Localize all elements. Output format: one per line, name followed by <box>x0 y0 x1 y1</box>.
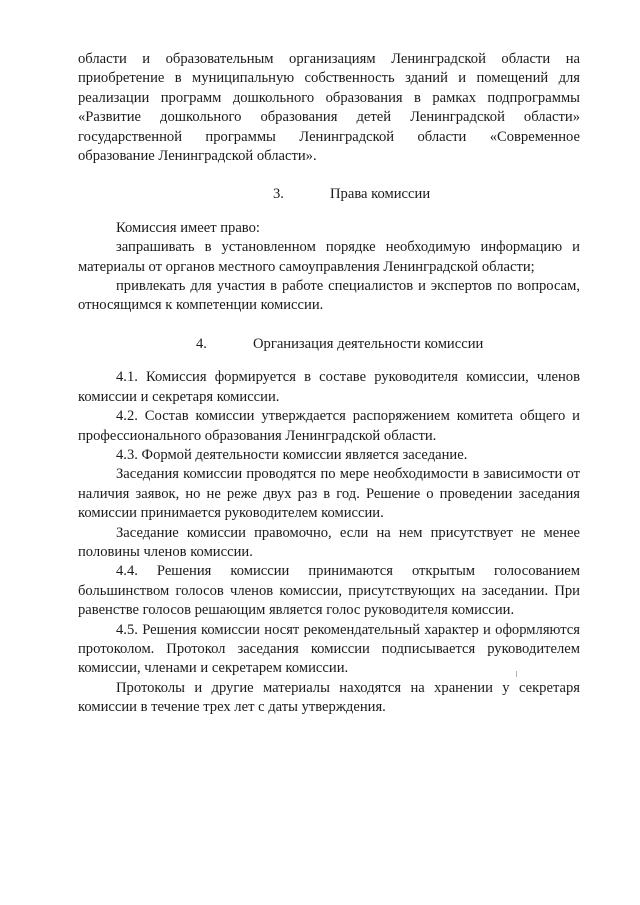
section-4-paragraph: 4.2. Состав комиссии утверждается распоряжением комитета общего и профессионального образования Ленинградской области. <box>78 408 580 444</box>
section-4-paragraph: 4.4. Решения комиссии принимаются открытым голосованием большинством голосов членов комиссии, присутствующих на заседании. При равенстве голосов решающим является голос руководителя комиссии. <box>78 563 580 619</box>
section-4-title: Организация деятельности комиссии <box>253 335 484 352</box>
section-4-heading <box>78 335 580 354</box>
intro-paragraph: области и образовательным организациям Ленинградской области на приобретение в муниципальную собственность зданий и помещений для реализации программ дошкольного образования в рамках подпрограммы «Развитие дошкольного образования детей Ленинградской области» государственной программы Ленинградской области «Современное образование Ленинградской области». <box>78 51 580 165</box>
section-4-paragraph: Протоколы и другие материалы находятся на хранении у секретаря комиссии в течение трех лет с даты утверждения. <box>78 679 580 716</box>
section-3-title: Права комиссии <box>330 186 431 203</box>
section-4-paragraph: 4.1. Комиссия формируется в составе руководителя комиссии, членов комиссии и секретаря комиссии. <box>78 369 580 405</box>
section-4-number: 4. <box>196 335 207 352</box>
section-3-paragraph: привлекать для участия в работе специалистов и экспертов по вопросам, относящимся к компетенции комиссии. <box>78 278 580 314</box>
section-4-paragraph: 4.5. Решения комиссии носят рекомендательный характер и оформляются протоколом. Протокол заседания комиссии подписывается руководителем комиссии, членами и секретарем комиссии. <box>78 621 580 677</box>
section-3-paragraph: запрашивать в установленном порядке необходимую информацию и материалы от органов местного самоуправления Ленинградской области; <box>78 239 580 275</box>
section-4-paragraph: 4.3. Формой деятельности комиссии является заседание. <box>116 446 468 463</box>
document-page <box>78 50 580 718</box>
section-3-heading <box>78 185 580 204</box>
section-4-paragraph: Заседание комиссии правомочно, если на нем присутствует не менее половины членов комиссии. <box>78 524 580 560</box>
section-3-paragraph: Комиссия имеет право: <box>116 219 260 236</box>
section-4-paragraph: Заседания комиссии проводятся по мере необходимости в зависимости от наличия заявок, но не реже двух раз в год. Решение о проведении заседания комиссии принимается руководителем комиссии. <box>78 466 580 522</box>
section-3-number: 3. <box>273 186 284 203</box>
scan-artifact-mark <box>516 671 517 677</box>
